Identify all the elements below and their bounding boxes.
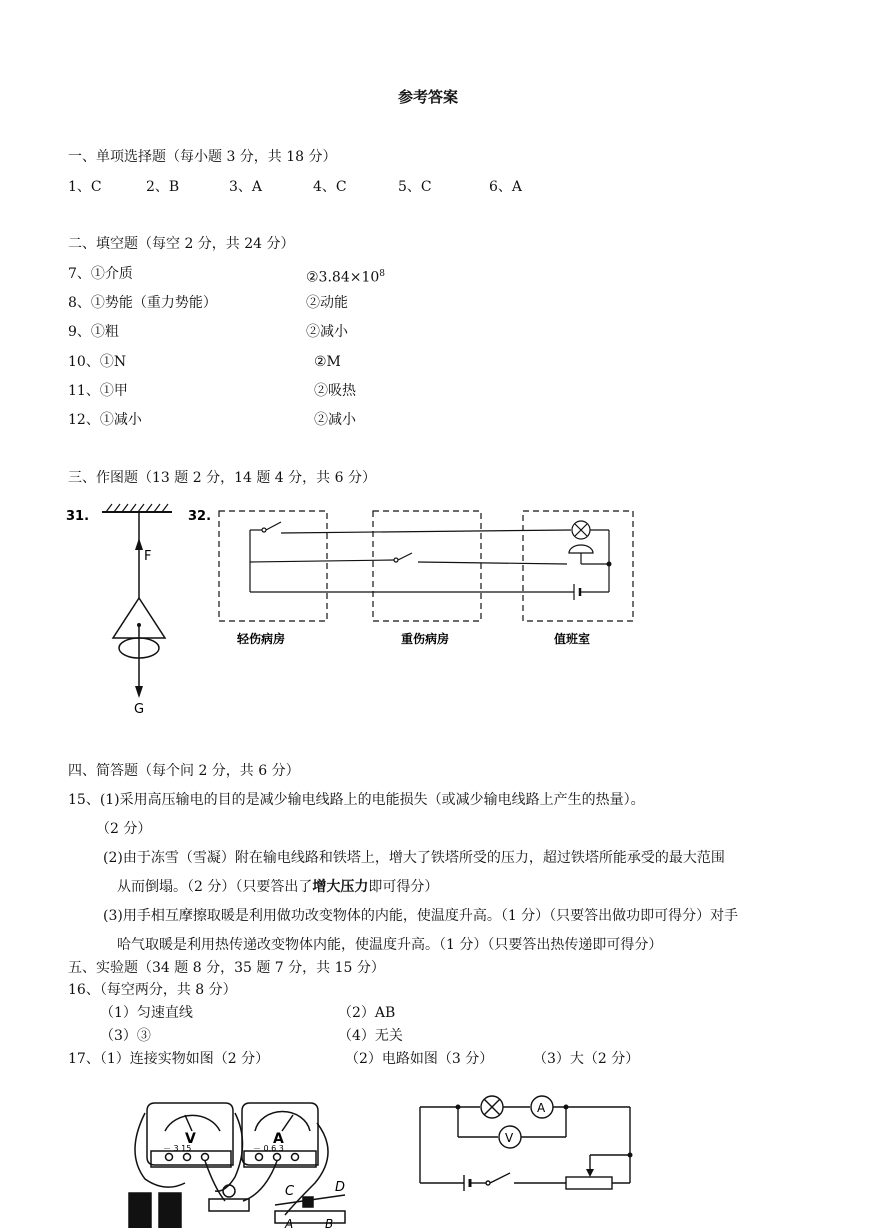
circuit-voltmeter-label: V	[505, 1131, 514, 1145]
answer-15-1-score: （2 分）	[96, 821, 152, 837]
figure-17-circuit	[418, 1095, 638, 1195]
fig32-label: 32.	[188, 509, 212, 524]
answer-16-heading: 16、（每空两分，共 8 分）	[68, 982, 237, 998]
answer-15-2-line2: 从而倒塌。（2 分）（只要答出了增大压力即可得分）	[117, 879, 439, 895]
room-label-1: 轻伤病房	[237, 632, 286, 646]
ammeter-terminals: － 0.6 3	[253, 1144, 284, 1153]
fig31-label: 31.	[66, 509, 90, 524]
fill-8-a: ②动能	[306, 295, 348, 311]
force-f-label: F	[144, 549, 152, 564]
fill-12-q: 12、①减小	[68, 412, 142, 428]
answer-17-2: （2）电路如图（3 分）	[345, 1051, 494, 1067]
answer-3: 3、A	[229, 179, 263, 195]
fill-11-q: 11、①甲	[68, 383, 128, 399]
answer-17-3: （3）大（2 分）	[533, 1051, 640, 1067]
page-title: 参考答案	[398, 88, 459, 106]
fill-8-q: 8、①势能（重力势能）	[68, 295, 217, 311]
answer-17-1: 17、（1）连接实物如图（2 分）	[68, 1051, 270, 1067]
ammeter-label: A	[273, 1131, 284, 1147]
answer-2: 2、B	[146, 179, 180, 195]
fill-7-a: $②3.84\times 10^8$	[306, 269, 386, 286]
rheostat-c: C	[285, 1184, 295, 1199]
voltmeter-label: V	[185, 1131, 196, 1147]
answer-16-3: （3）③	[100, 1028, 151, 1044]
rheostat-b: B	[325, 1217, 334, 1228]
fill-11-a: ②吸热	[314, 383, 356, 399]
rheostat-symbol	[566, 1177, 612, 1189]
answer-6: 6、A	[489, 179, 523, 195]
answer-4: 4、C	[313, 179, 347, 195]
section-5-heading: 五、实验题（34 题 8 分，35 题 7 分，共 15 分）	[68, 960, 385, 976]
arrow-down-icon	[135, 686, 143, 698]
fill-9-q: 9、①粗	[68, 324, 119, 340]
section-3-heading: 三、作图题（13 题 2 分，14 题 4 分，共 6 分）	[68, 470, 376, 486]
bell-icon	[569, 545, 593, 553]
fill-10-q: 10、①N	[68, 354, 127, 370]
section-4-heading: 四、简答题（每个问 2 分，共 6 分）	[68, 763, 300, 779]
figure-32	[186, 500, 646, 650]
answer-15-1: 15、(1)采用高压输电的目的是减少输电线路上的电能损失（或减少输电线路上产生的热量）。	[68, 792, 645, 808]
section-1-heading: 一、单项选择题（每小题 3 分，共 18 分）	[68, 149, 337, 165]
figure-17-wiring	[125, 1093, 375, 1228]
fill-12-a: ②减小	[314, 412, 356, 428]
answer-16-2: （2）AB	[338, 1005, 396, 1021]
fill-7-q: 7、①介质	[68, 266, 133, 282]
rheostat-a: A	[285, 1217, 294, 1228]
section-2-heading: 二、填空题（每空 2 分，共 24 分）	[68, 236, 295, 252]
voltmeter-terminals: － 3 15	[163, 1144, 192, 1153]
circuit-ammeter-label: A	[537, 1101, 546, 1115]
answer-16-1: （1）匀速直线	[100, 1005, 193, 1021]
fill-9-a: ②减小	[306, 324, 348, 340]
answer-15-2-line1: (2)由于冻雪（雪凝）附在输电线路和铁塔上，增大了铁塔所受的压力，超过铁塔所能承受的最大范围	[103, 850, 725, 866]
figure-31	[60, 500, 180, 720]
rheostat-d: D	[335, 1180, 346, 1195]
room-label-2: 重伤病房	[401, 632, 450, 646]
answer-15-3-line2: 哈气取暖是利用热传递改变物体内能，使温度升高。（1 分）（只要答出热传递即可得分）	[117, 937, 663, 953]
arrow-up-icon	[135, 538, 143, 550]
answer-16-4: （4）无关	[338, 1028, 403, 1044]
answer-1: 1、C	[68, 179, 102, 195]
key-phrase: 增大压力	[312, 879, 369, 895]
exponent: 8	[379, 269, 386, 279]
answer-15-3-line1: (3)用手相互摩擦取暖是利用做功改变物体的内能，使温度升高。（1 分）（只要答出做功即可得分）对手	[103, 908, 739, 924]
room-label-3: 值班室	[554, 632, 591, 646]
answer-5: 5、C	[398, 179, 432, 195]
fill-10-a: ②M	[314, 354, 341, 370]
force-g-label: G	[134, 702, 145, 717]
